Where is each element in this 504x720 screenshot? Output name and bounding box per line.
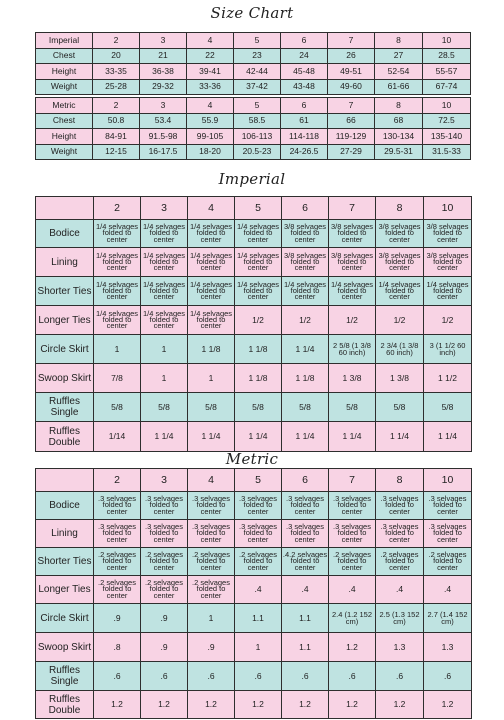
size-cell: 135-140 [423, 129, 471, 145]
size-cell: 22 [187, 48, 234, 64]
yardage-cell: .3 selvages folded to center [376, 520, 424, 548]
yardage-size-header: 8 [376, 469, 424, 492]
yardage-cell: .3 selvages folded to center [94, 520, 141, 548]
yardage-corner-cell [36, 469, 94, 492]
yardage-cell: 1 1/4 [141, 422, 188, 452]
yardage-cell: .3 selvages folded to center [424, 492, 472, 520]
yardage-cell: .9 [94, 604, 141, 633]
yardage-cell: .3 selvages folded to center [376, 492, 424, 520]
yardage-cell: 1/4 selvages folded to center [141, 248, 188, 277]
yardage-cell: 1/4 selvages folded to center [141, 220, 188, 248]
yardage-cell: 2 3/4 (1 3/8 60 inch) [376, 335, 424, 364]
yardage-cell: .3 selvages folded to center [329, 520, 376, 548]
size-cell: 12-15 [93, 144, 140, 160]
yardage-cell: 1.3 [376, 633, 424, 662]
yardage-size-header: 6 [282, 197, 329, 220]
size-row-label: Chest [36, 48, 93, 64]
yardage-row-label: Circle Skirt [36, 604, 94, 633]
yardage-size-header: 7 [329, 197, 376, 220]
yardage-row [36, 277, 472, 306]
yardage-cell: 3/8 selvages folded to center [376, 220, 424, 248]
size-cell: 84-91 [93, 129, 140, 145]
yardage-cell: 1 1/4 [376, 422, 424, 452]
yardage-cell: 1 1/8 [282, 364, 329, 393]
size-row [36, 64, 471, 80]
yardage-row-label: Ruffles Single [36, 662, 94, 691]
yardage-cell: .2 selvages folded to center [376, 548, 424, 576]
yardage-cell: .2 selvages folded to center [141, 548, 188, 576]
yardage-cell: 7/8 [94, 364, 141, 393]
yardage-cell: 1/2 [329, 306, 376, 335]
yardage-cell: 1/2 [235, 306, 282, 335]
size-cell: 68 [375, 113, 423, 129]
yardage-size-header: 2 [94, 197, 141, 220]
yardage-row-label: Bodice [36, 220, 94, 248]
yardage-row-label: Longer Ties [36, 576, 94, 604]
yardage-row-label: Shorter Ties [36, 277, 94, 306]
size-cell: 130-134 [375, 129, 423, 145]
yardage-cell: 3 (1 1/2 60 inch) [424, 335, 472, 364]
yardage-cell: 3/8 selvages folded to center [329, 220, 376, 248]
size-cell: 61 [281, 113, 328, 129]
yardage-cell: .2 selvages folded to center [188, 576, 235, 604]
yardage-cell: 1 1/8 [235, 364, 282, 393]
yardage-row [36, 691, 472, 719]
size-cell: 39-41 [187, 64, 234, 80]
yardage-cell: .3 selvages folded to center [329, 492, 376, 520]
yardage-cell: 1/2 [282, 306, 329, 335]
yardage-row [36, 335, 472, 364]
size-cell: 99-105 [187, 129, 234, 145]
yardage-row-label: Lining [36, 520, 94, 548]
size-cell: 26 [328, 48, 375, 64]
yardage-cell: 1/4 selvages folded to center [188, 248, 235, 277]
yardage-cell: .2 selvages folded to center [329, 548, 376, 576]
yardage-cell: .3 selvages folded to center [94, 492, 141, 520]
size-column-header: 6 [281, 33, 328, 49]
size-column-header: 3 [140, 33, 187, 49]
size-column-header: 6 [281, 98, 328, 114]
size-cell: 27-29 [328, 144, 375, 160]
yardage-row [36, 633, 472, 662]
size-cell: 31.5-33 [423, 144, 471, 160]
yardage-row-label: Swoop Skirt [36, 364, 94, 393]
yardage-cell: 5/8 [282, 393, 329, 422]
yardage-cell: 1.2 [94, 691, 141, 719]
size-cell: 119-129 [328, 129, 375, 145]
yardage-cell: 1/2 [376, 306, 424, 335]
yardage-cell: .8 [94, 633, 141, 662]
yardage-cell: 2.7 (1.4 152 cm) [424, 604, 472, 633]
yardage-cell: .9 [141, 633, 188, 662]
yardage-cell: 5/8 [188, 393, 235, 422]
yardage-size-header: 10 [424, 469, 472, 492]
size-cell: 21 [140, 48, 187, 64]
yardage-size-header: 3 [141, 469, 188, 492]
yardage-cell: 1 [94, 335, 141, 364]
size-cell: 25-28 [93, 79, 140, 95]
yardage-cell: 1/4 selvages folded to center [235, 248, 282, 277]
size-cell: 91.5-98 [140, 129, 187, 145]
yardage-cell: .4.2 selvages folded to center [282, 548, 329, 576]
yardage-cell: 3/8 selvages folded to center [424, 220, 472, 248]
yardage-cell: 1/4 selvages folded to center [94, 248, 141, 277]
size-header-row [36, 33, 471, 49]
yardage-cell: 1 [235, 633, 282, 662]
yardage-row-label: Ruffles Double [36, 422, 94, 452]
size-cell: 50.8 [93, 113, 140, 129]
yardage-cell: .4 [235, 576, 282, 604]
yardage-cell: .6 [141, 662, 188, 691]
yardage-cell: 1/4 selvages folded to center [141, 306, 188, 335]
yardage-size-header: 2 [94, 469, 141, 492]
yardage-row [36, 492, 472, 520]
yardage-row [36, 548, 472, 576]
size-cell: 58.5 [234, 113, 281, 129]
size-row [36, 79, 471, 95]
yardage-row [36, 220, 472, 248]
size-column-header: 4 [187, 33, 234, 49]
metric-title: Metric [225, 450, 279, 468]
yardage-cell: 1 1/4 [424, 422, 472, 452]
yardage-cell: 5/8 [424, 393, 472, 422]
size-row-label: Chest [36, 113, 93, 129]
size-cell: 29-32 [140, 79, 187, 95]
size-column-header: 7 [328, 33, 375, 49]
size-cell: 27 [375, 48, 423, 64]
yardage-cell: 1.2 [188, 691, 235, 719]
yardage-cell: 1 1/4 [329, 422, 376, 452]
yardage-cell: .6 [424, 662, 472, 691]
size-row [36, 113, 471, 129]
size-cell: 52-54 [375, 64, 423, 80]
yardage-cell: 5/8 [376, 393, 424, 422]
yardage-cell: 3/8 selvages folded to center [424, 248, 472, 277]
size-cell: 43-48 [281, 79, 328, 95]
yardage-size-header: 4 [188, 197, 235, 220]
yardage-cell: 1.2 [424, 691, 472, 719]
yardage-cell: 1/4 selvages folded to center [94, 306, 141, 335]
yardage-cell: .6 [235, 662, 282, 691]
yardage-cell: .3 selvages folded to center [235, 520, 282, 548]
size-cell: 42-44 [234, 64, 281, 80]
yardage-cell: 1.2 [282, 691, 329, 719]
yardage-cell: 1 3/8 [376, 364, 424, 393]
yardage-cell: 1 [141, 335, 188, 364]
imperial-yardage-table [35, 196, 472, 452]
size-cell: 55-57 [423, 64, 471, 80]
yardage-cell: 1.1 [282, 604, 329, 633]
size-row-label: Height [36, 64, 93, 80]
yardage-row [36, 364, 472, 393]
yardage-cell: .3 selvages folded to center [141, 492, 188, 520]
size-cell: 53.4 [140, 113, 187, 129]
size-cell: 67-74 [423, 79, 471, 95]
size-cell: 16-17.5 [140, 144, 187, 160]
yardage-cell: .4 [282, 576, 329, 604]
size-cell: 61-66 [375, 79, 423, 95]
yardage-cell: .9 [141, 604, 188, 633]
yardage-cell: .2 selvages folded to center [94, 576, 141, 604]
size-cell: 23 [234, 48, 281, 64]
size-cell: 37-42 [234, 79, 281, 95]
size-cell: 29.5-31 [375, 144, 423, 160]
yardage-cell: 1/4 selvages folded to center [188, 277, 235, 306]
yardage-cell: 1/4 selvages folded to center [424, 277, 472, 306]
yardage-cell: 1.2 [376, 691, 424, 719]
yardage-cell: 1 1/4 [282, 335, 329, 364]
size-cell: 33-35 [93, 64, 140, 80]
yardage-row-label: Shorter Ties [36, 548, 94, 576]
yardage-header-row [36, 197, 472, 220]
yardage-cell: .3 selvages folded to center [282, 492, 329, 520]
size-cell: 49-60 [328, 79, 375, 95]
size-cell: 33-36 [187, 79, 234, 95]
size-column-header: 2 [93, 98, 140, 114]
yardage-cell: .3 selvages folded to center [424, 520, 472, 548]
yardage-cell: .4 [329, 576, 376, 604]
yardage-cell: 1/4 selvages folded to center [329, 277, 376, 306]
yardage-cell: 1.2 [329, 633, 376, 662]
yardage-cell: .2 selvages folded to center [424, 548, 472, 576]
yardage-corner-cell [36, 197, 94, 220]
yardage-size-header: 5 [235, 197, 282, 220]
size-cell: 72.5 [423, 113, 471, 129]
yardage-cell: 2.5 (1.3 152 cm) [376, 604, 424, 633]
yardage-cell: .6 [282, 662, 329, 691]
yardage-cell: 1.1 [282, 633, 329, 662]
yardage-cell: 1/4 selvages folded to center [235, 277, 282, 306]
yardage-cell: 1/4 selvages folded to center [282, 277, 329, 306]
yardage-cell: 5/8 [94, 393, 141, 422]
size-row [36, 129, 471, 145]
size-chart-metric-table [35, 97, 471, 160]
yardage-cell: 5/8 [235, 393, 282, 422]
yardage-cell: 1 1/8 [235, 335, 282, 364]
size-row-label: Weight [36, 79, 93, 95]
size-column-header: 3 [140, 98, 187, 114]
yardage-row-label: Lining [36, 248, 94, 277]
yardage-cell: 5/8 [329, 393, 376, 422]
yardage-row [36, 422, 472, 452]
size-cell: 28.5 [423, 48, 471, 64]
yardage-cell: 1.2 [235, 691, 282, 719]
size-cell: 49-51 [328, 64, 375, 80]
size-cell: 45-48 [281, 64, 328, 80]
yardage-cell: 1 [188, 364, 235, 393]
size-cell: 66 [328, 113, 375, 129]
yardage-cell: 1/4 selvages folded to center [94, 277, 141, 306]
size-row [36, 144, 471, 160]
size-system-label: Imperial [36, 33, 93, 49]
yardage-cell: 1/4 selvages folded to center [188, 220, 235, 248]
yardage-cell: .3 selvages folded to center [141, 520, 188, 548]
yardage-size-header: 3 [141, 197, 188, 220]
size-cell: 106-113 [234, 129, 281, 145]
size-system-label: Metric [36, 98, 93, 114]
yardage-cell: 2 5/8 (1 3/8 60 inch) [329, 335, 376, 364]
yardage-cell: 1/4 selvages folded to center [141, 277, 188, 306]
size-cell: 36-38 [140, 64, 187, 80]
yardage-cell: 1 1/2 [424, 364, 472, 393]
yardage-size-header: 10 [424, 197, 472, 220]
yardage-row [36, 306, 472, 335]
size-column-header: 7 [328, 98, 375, 114]
yardage-row-label: Circle Skirt [36, 335, 94, 364]
yardage-cell: .6 [188, 662, 235, 691]
yardage-cell: 1 1/8 [188, 335, 235, 364]
size-cell: 114-118 [281, 129, 328, 145]
yardage-row [36, 393, 472, 422]
yardage-size-header: 7 [329, 469, 376, 492]
yardage-cell: 2.4 (1.2 152 cm) [329, 604, 376, 633]
yardage-cell: 1.2 [141, 691, 188, 719]
size-row-label: Weight [36, 144, 93, 160]
yardage-cell: 3/8 selvages folded to center [376, 248, 424, 277]
yardage-cell: .2 selvages folded to center [94, 548, 141, 576]
size-cell: 18-20 [187, 144, 234, 160]
yardage-cell: .4 [424, 576, 472, 604]
yardage-cell: 1/2 [424, 306, 472, 335]
yardage-cell: 3/8 selvages folded to center [282, 220, 329, 248]
size-column-header: 8 [375, 98, 423, 114]
size-row [36, 48, 471, 64]
size-chart-imperial-table [35, 32, 471, 95]
yardage-cell: 3/8 selvages folded to center [329, 248, 376, 277]
yardage-row [36, 248, 472, 277]
size-row-label: Height [36, 129, 93, 145]
yardage-row [36, 604, 472, 633]
yardage-cell: .3 selvages folded to center [188, 492, 235, 520]
size-column-header: 2 [93, 33, 140, 49]
yardage-cell: .3 selvages folded to center [282, 520, 329, 548]
yardage-cell: .6 [376, 662, 424, 691]
yardage-cell: 5/8 [141, 393, 188, 422]
yardage-cell: .6 [94, 662, 141, 691]
yardage-row-label: Bodice [36, 492, 94, 520]
size-cell: 55.9 [187, 113, 234, 129]
yardage-row [36, 576, 472, 604]
yardage-cell: .9 [188, 633, 235, 662]
yardage-cell: .6 [329, 662, 376, 691]
yardage-cell: .3 selvages folded to center [188, 520, 235, 548]
yardage-row [36, 662, 472, 691]
yardage-row-label: Swoop Skirt [36, 633, 94, 662]
yardage-row-label: Longer Ties [36, 306, 94, 335]
yardage-cell: 1/14 [94, 422, 141, 452]
yardage-row-label: Ruffles Double [36, 691, 94, 719]
metric-yardage-table [35, 468, 472, 719]
size-cell: 24-26.5 [281, 144, 328, 160]
size-column-header: 8 [375, 33, 423, 49]
size-column-header: 4 [187, 98, 234, 114]
size-column-header: 5 [234, 98, 281, 114]
yardage-cell: .2 selvages folded to center [235, 548, 282, 576]
yardage-cell: .3 selvages folded to center [235, 492, 282, 520]
yardage-cell: 1.2 [329, 691, 376, 719]
yardage-cell: 1/4 selvages folded to center [235, 220, 282, 248]
size-column-header: 5 [234, 33, 281, 49]
yardage-size-header: 8 [376, 197, 424, 220]
yardage-cell: 1 1/4 [282, 422, 329, 452]
size-column-header: 10 [423, 98, 471, 114]
yardage-size-header: 6 [282, 469, 329, 492]
yardage-size-header: 4 [188, 469, 235, 492]
yardage-cell: .2 selvages folded to center [141, 576, 188, 604]
size-header-row [36, 98, 471, 114]
yardage-cell: 1 3/8 [329, 364, 376, 393]
yardage-cell: 1.3 [424, 633, 472, 662]
size-cell: 20.5-23 [234, 144, 281, 160]
yardage-header-row [36, 469, 472, 492]
size-column-header: 10 [423, 33, 471, 49]
yardage-cell: 1/4 selvages folded to center [188, 306, 235, 335]
size-chart-title: Size Chart [210, 4, 294, 22]
size-cell: 24 [281, 48, 328, 64]
yardage-row-label: Ruffles Single [36, 393, 94, 422]
yardage-cell: .4 [376, 576, 424, 604]
yardage-row [36, 520, 472, 548]
imperial-title: Imperial [218, 170, 286, 188]
yardage-cell: 1.1 [235, 604, 282, 633]
yardage-size-header: 5 [235, 469, 282, 492]
size-cell: 20 [93, 48, 140, 64]
yardage-cell: 3/8 selvages folded to center [282, 248, 329, 277]
yardage-cell: 1 1/4 [235, 422, 282, 452]
yardage-cell: 1 [188, 604, 235, 633]
yardage-cell: 1/4 selvages folded to center [94, 220, 141, 248]
yardage-cell: 1 1/4 [188, 422, 235, 452]
yardage-cell: .2 selvages folded to center [188, 548, 235, 576]
yardage-cell: 1 [141, 364, 188, 393]
yardage-cell: 1/4 selvages folded to center [376, 277, 424, 306]
